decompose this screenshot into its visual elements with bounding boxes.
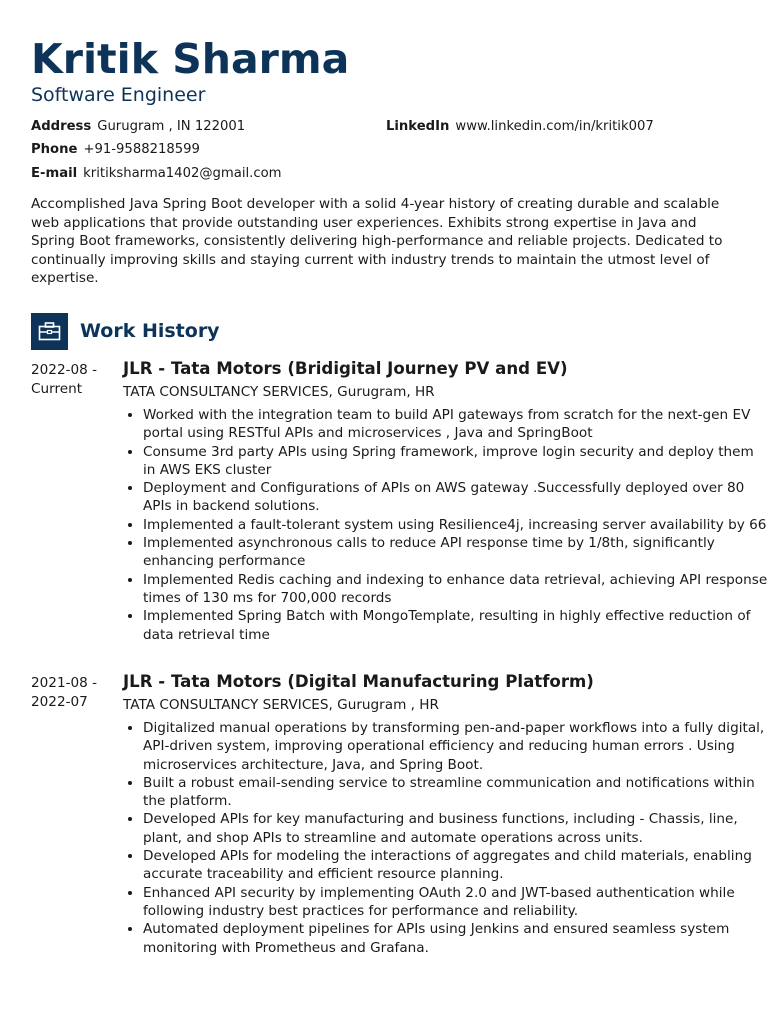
job-date-end: 2022-07 [31, 694, 88, 710]
phone-label: Phone [31, 142, 78, 157]
list-item: • Developed APIs for modeling the interactions of aggregates and child materials, enabling accurate traceability and efficient resource planning. [143, 847, 768, 884]
contact-linkedin [386, 118, 654, 136]
contact-address [31, 118, 245, 136]
phone-value: +91-9588218599 [83, 142, 200, 157]
list-item: • Digitalized manual operations by transforming pen-and-paper workflows into a fully digital, API-driven system, improving operational efficiency and reducing human errors . Using microservices architecture, Java, and Spring Boot. [143, 719, 768, 774]
list-item: • Developed APIs for key manufacturing and business functions, including - Chassis, line, plant, and shop APIs to streamline and automate operations across units. [143, 810, 768, 847]
job-title: JLR - Tata Motors (Digital Manufacturing Platform) [123, 672, 594, 691]
job-date-start: 2021-08 - [31, 675, 98, 691]
list-item: • Implemented asynchronous calls to reduce API response time by 1/8th, significantly enhancing performance [143, 534, 768, 571]
list-item: • Implemented Spring Batch with MongoTemplate, resulting in highly effective reduction of data retrieval time [143, 607, 768, 644]
contact-phone [31, 141, 200, 159]
candidate-role: Software Engineer [31, 84, 206, 106]
address-label: Address [31, 119, 92, 134]
job-title: JLR - Tata Motors (Bridigital Journey PV and EV) [123, 359, 568, 378]
list-item: • Automated deployment pipelines for APIs using Jenkins and ensured seamless system monitoring with Prometheus and Grafana. [143, 920, 768, 957]
candidate-name: Kritik Sharma [31, 35, 350, 83]
job-date-start: 2022-08 - [31, 362, 98, 378]
list-item: • Built a robust email-sending service to streamline communication and notifications within the platform. [143, 774, 768, 811]
professional-summary: Accomplished Java Spring Boot developer with a solid 4-year history of creating durable and scalable web applications that provide outstanding user experiences. Exhibits strong expertise in Java and Spring Boot frameworks, consistently delivering high-performance and reliable projects. Dedicated to continually improving skills and staying current with industry trends to maintain the utmost level of expertise. [31, 196, 723, 287]
email-label: E-mail [31, 166, 78, 181]
briefcase-icon [31, 313, 68, 350]
list-item: • Worked with the integration team to build API gateways from scratch for the next-gen EV portal using RESTful APIs and microservices , Java and SpringBoot [143, 406, 768, 443]
list-item: • Deployment and Configurations of APIs on AWS gateway .Successfully deployed over 80 APIs in backend solutions. [143, 479, 768, 516]
linkedin-label: LinkedIn [386, 119, 450, 134]
email-link[interactable]: kritiksharma1402@gmail.com [83, 166, 282, 181]
job-company: TATA CONSULTANCY SERVICES, Gurugram, HR [123, 384, 435, 400]
job-company: TATA CONSULTANCY SERVICES, Gurugram , HR [123, 697, 439, 713]
job-date-end: Current [31, 381, 83, 397]
job-bullets [123, 719, 768, 957]
list-item: • Enhanced API security by implementing OAuth 2.0 and JWT-based authentication while following industry best practices for performance and reliability. [143, 884, 768, 921]
contact-email [31, 165, 282, 183]
job-date [31, 674, 111, 712]
linkedin-link[interactable]: www.linkedin.com/in/kritik007 [455, 119, 654, 134]
section-title: Work History [80, 320, 220, 342]
list-item: • Consume 3rd party APIs using Spring framework, improve login security and deploy them in AWS EKS cluster [143, 443, 768, 480]
list-item: • Implemented Redis caching and indexing to enhance data retrieval, achieving API response times of 130 ms for 700,000 records [143, 571, 768, 608]
job-date [31, 361, 111, 399]
list-item: • Implemented a fault-tolerant system using Resilience4j, increasing server availability by 66 [143, 516, 768, 534]
address-value: Gurugram , IN 122001 [97, 119, 246, 134]
job-bullets [123, 406, 768, 644]
